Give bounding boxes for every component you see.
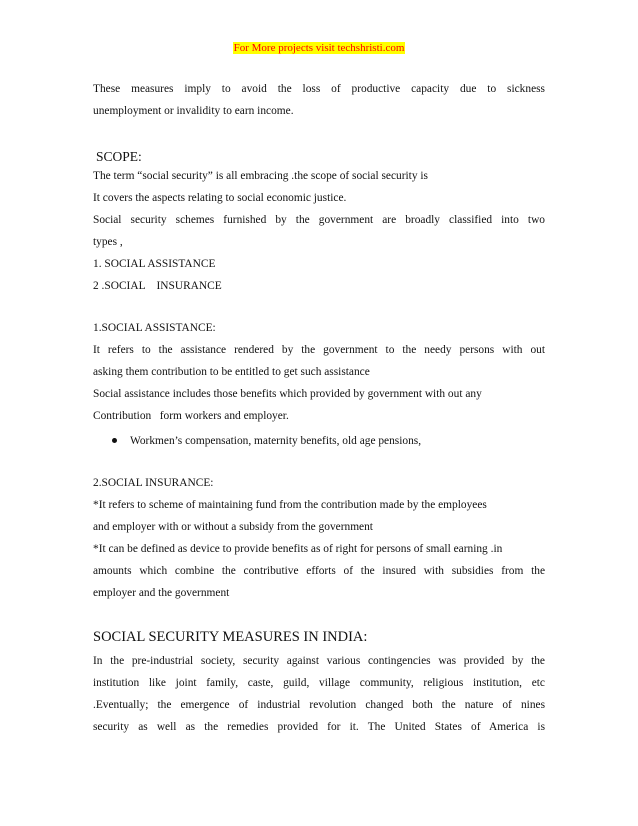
scope-heading: SCOPE: bbox=[96, 149, 142, 164]
insurance-line-3: *It can be defined as device to provide benefits as of right for persons of small earning .in bbox=[93, 543, 503, 555]
scope-item-2: 2 .SOCIAL INSURANCE bbox=[93, 280, 222, 292]
india-line-1: In the pre-industrial society, security against various contingencies was provided by the bbox=[93, 655, 545, 667]
intro-line-1: These measures imply to avoid the loss of productive capacity due to sickness bbox=[93, 83, 545, 95]
insurance-line-2: and employer with or without a subsidy from the government bbox=[93, 521, 373, 533]
india-line-3: .Eventually; the emergence of industrial revolution changed both the nature of nines bbox=[93, 699, 545, 711]
scope-line-3: Social security schemes furnished by the government are broadly classified into two bbox=[93, 214, 545, 226]
scope-line-1: The term “social security” is all embracing .the scope of social security is bbox=[93, 170, 428, 182]
india-line-2: institution like joint family, caste, guild, village community, religious institution, etc bbox=[93, 677, 545, 689]
assistance-bullet-text: Workmen’s compensation, maternity benefits, old age pensions, bbox=[130, 435, 422, 447]
assistance-heading: 1.SOCIAL ASSISTANCE: bbox=[93, 322, 216, 334]
promo-banner[interactable]: For More projects visit techshristi.com bbox=[233, 42, 405, 54]
bullet-icon bbox=[112, 438, 117, 443]
india-line-4: security as well as the remedies provided for it. The United States of America is bbox=[93, 721, 545, 733]
scope-item-1: 1. SOCIAL ASSISTANCE bbox=[93, 258, 216, 270]
assistance-line-1: It refers to the assistance rendered by the government to the needy persons with out bbox=[93, 344, 545, 356]
promo-banner-container bbox=[93, 38, 545, 56]
assistance-line-4: Contribution form workers and employer. bbox=[93, 410, 289, 422]
insurance-line-5: employer and the government bbox=[93, 587, 230, 599]
insurance-line-4: amounts which combine the contributive efforts of the insured with subsidies from the bbox=[93, 565, 545, 577]
assistance-line-3: Social assistance includes those benefits which provided by government with out any bbox=[93, 388, 482, 400]
intro-line-2: unemployment or invalidity to earn income. bbox=[93, 105, 294, 117]
scope-line-4: types , bbox=[93, 236, 123, 248]
insurance-line-1: *It refers to scheme of maintaining fund from the contribution made by the employees bbox=[93, 499, 487, 511]
scope-line-2: It covers the aspects relating to social economic justice. bbox=[93, 192, 347, 204]
assistance-line-2: asking them contribution to be entitled to get such assistance bbox=[93, 366, 370, 378]
india-heading: SOCIAL SECURITY MEASURES IN INDIA: bbox=[93, 629, 368, 645]
insurance-heading: 2.SOCIAL INSURANCE: bbox=[93, 477, 214, 489]
